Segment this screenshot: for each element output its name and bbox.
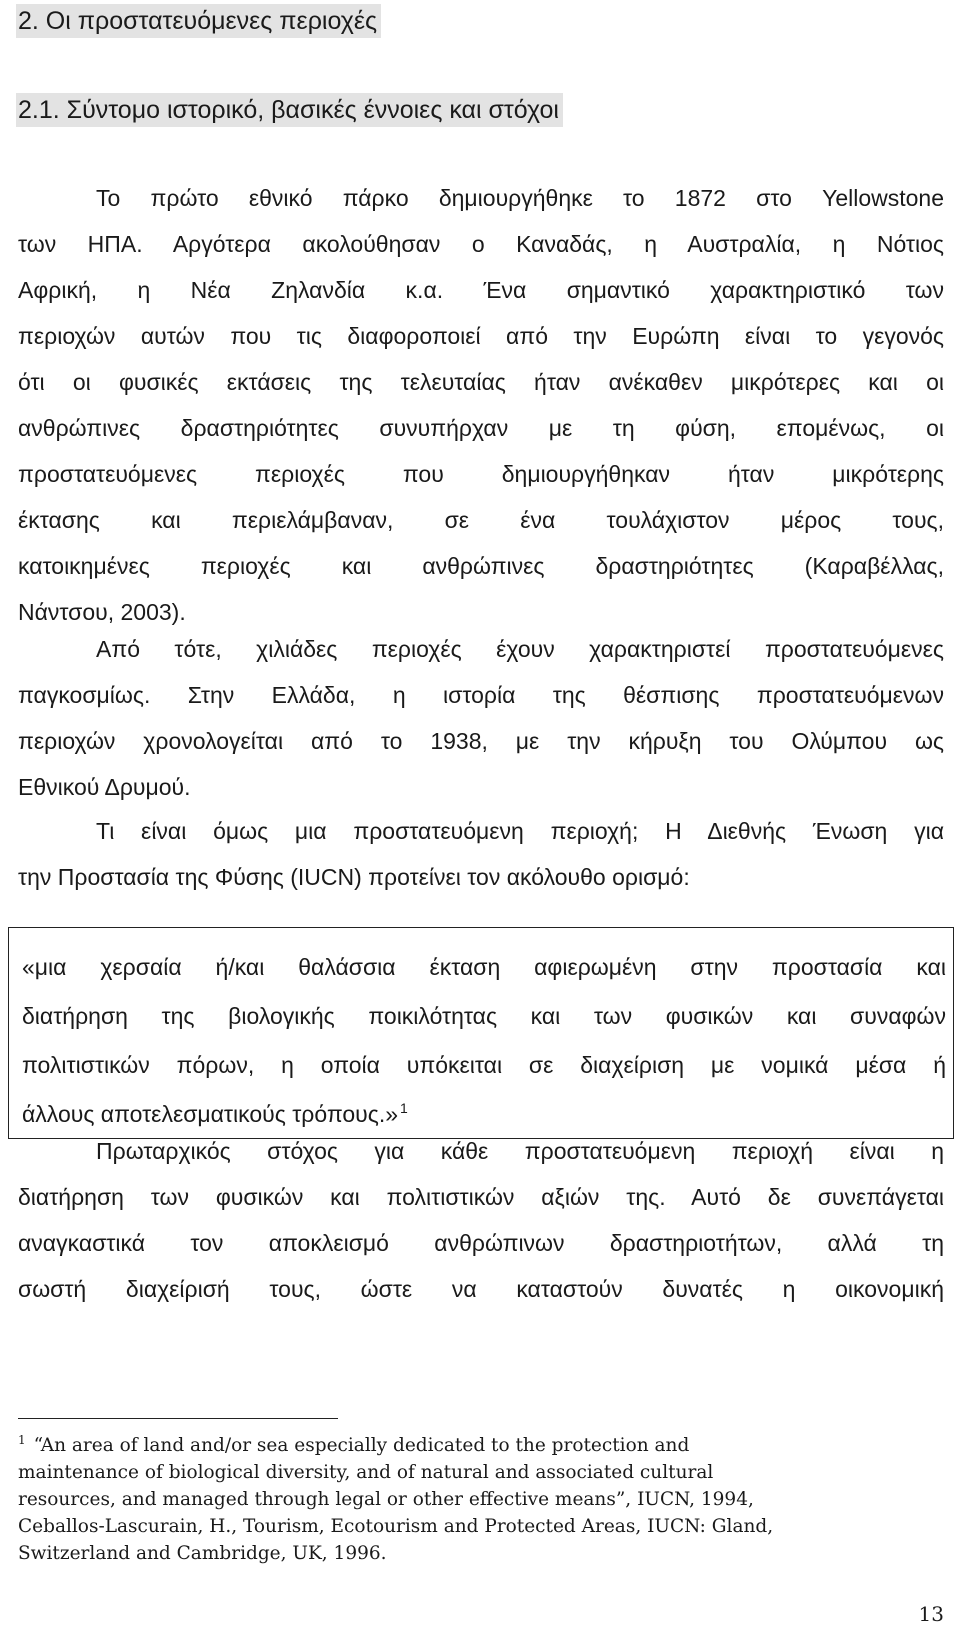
text-line: σωστή διαχείρισή τους, ώστε να καταστούν δυνατές η οικονομική [18, 1276, 944, 1302]
text-line: περιοχών αυτών που τις διαφοροποιεί από την Ευρώπη είναι το γεγονός [18, 323, 944, 349]
text-line: περιοχών χρονολογείται από το 1938, με την κήρυξη του Ολύμπου ως [18, 728, 944, 754]
page-number: 13 [918, 1602, 944, 1626]
text-line: Το πρώτο εθνικό πάρκο δημιουργήθηκε το 1872 στο Yellowstone [96, 185, 944, 211]
text-line: την Προστασία της Φύσης (IUCN) προτείνει τον ακόλουθο ορισμό: [18, 864, 690, 890]
footnote [18, 1432, 918, 1567]
footnote-text: “An area of land and/or sea especially dedicated to the protection and [33, 1435, 690, 1456]
paragraph-greece [18, 626, 944, 810]
paragraph-history [18, 175, 944, 635]
definition-quote [22, 943, 946, 1139]
footnote-line: Switzerland and Cambridge, UK, 1996. [18, 1543, 387, 1564]
footnote-line: maintenance of biological diversity, and of natural and associated cultural [18, 1462, 714, 1483]
text-line: παγκοσμίως. Στην Ελλάδα, η ιστορία της θέσπισης προστατευόμενων [18, 682, 944, 708]
text-line: Αφρική, η Νέα Ζηλανδία κ.α. Ένα σημαντικό χαρακτηριστικό των [18, 277, 944, 303]
quote-line: πολιτιστικών πόρων, η οποία υπόκειται σε διαχείριση με νομικά μέσα ή [22, 1052, 946, 1078]
text-line: Από τότε, χιλιάδες περιοχές έχουν χαρακτηριστεί προστατευόμενες [96, 636, 944, 662]
footnote-number: 1 [18, 1433, 26, 1447]
section-heading: 2. Οι προστατευόμενες περιοχές [16, 4, 381, 38]
footnote-line: Ceballos-Lascurain, H., Tourism, Ecotourism and Protected Areas, IUCN: Gland, [18, 1516, 774, 1537]
paragraph-definition-intro [18, 808, 944, 900]
text-line: κατοικημένες περιοχές και ανθρώπινες δραστηριότητες (Καραβέλλας, [18, 553, 944, 579]
subsection-heading: 2.1. Σύντομο ιστορικό, βασικές έννοιες και στόχοι [16, 93, 563, 127]
quote-text: άλλους αποτελεσματικούς τρόπους.» [22, 1101, 399, 1127]
text-line: προστατευόμενες περιοχές που δημιουργήθηκαν ήταν μικρότερης [18, 461, 944, 487]
paragraph-primary-goal [18, 1128, 944, 1312]
text-line: αναγκαστικά τον αποκλεισμό ανθρώπινων δραστηριοτήτων, αλλά τη [18, 1230, 944, 1256]
text-line: ανθρώπινες δραστηριότητες συνυπήρχαν με τη φύση, επομένως, οι [18, 415, 944, 441]
footnote-reference[interactable]: 1 [400, 1100, 408, 1116]
text-line: Πρωταρχικός στόχος για κάθε προστατευόμενη περιοχή είναι η [96, 1138, 944, 1164]
quote-line: διατήρηση της βιολογικής ποικιλότητας και των φυσικών και συναφών [22, 1003, 946, 1029]
footnote-line: resources, and managed through legal or other effective means”, IUCN, 1994, [18, 1489, 754, 1510]
text-line: έκτασης και περιελάμβαναν, σε ένα τουλάχιστον μέρος τους, [18, 507, 944, 533]
text-line: ότι οι φυσικές εκτάσεις της τελευταίας ήταν ανέκαθεν μικρότερες και οι [18, 369, 944, 395]
quote-line: «μια χερσαία ή/και θαλάσσια έκταση αφιερωμένη στην προστασία και [22, 954, 946, 980]
text-line: Εθνικού Δρυμού. [18, 774, 191, 800]
text-line: Νάντσου, 2003). [18, 599, 186, 625]
footnote-line-first [18, 1432, 918, 1459]
text-line: διατήρηση των φυσικών και πολιτιστικών αξιών της. Αυτό δε συνεπάγεται [18, 1184, 944, 1210]
text-line: Τι είναι όμως μια προστατευόμενη περιοχή; Η Διεθνής Ένωση για [96, 818, 944, 844]
footnote-separator [18, 1418, 338, 1419]
text-line: των ΗΠΑ. Αργότερα ακολούθησαν ο Καναδάς, η Αυστραλία, η Νότιος [18, 231, 944, 257]
